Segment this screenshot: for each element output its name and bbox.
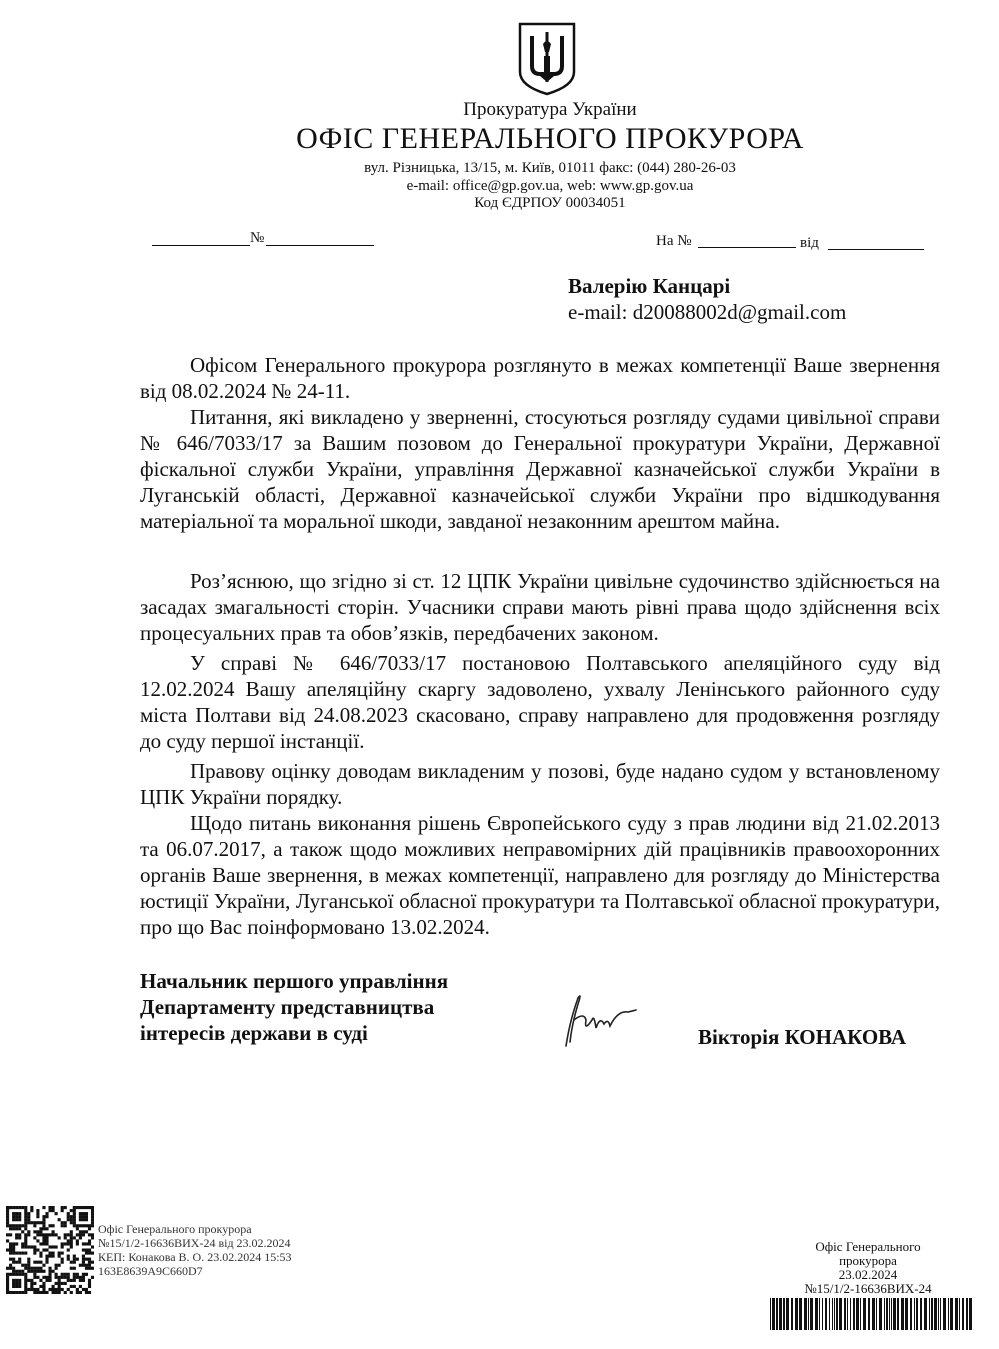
org-parent: Прокуратура України	[463, 99, 637, 120]
stamp-line: 163E8639A9C660D7	[98, 1264, 203, 1278]
recipient-email: e-mail: d20088002d@gmail.com	[568, 300, 847, 324]
outgoing-number-blank	[266, 245, 374, 246]
paragraph: Офісом Генерального прокурора розглянуто в межах компетенції Ваше звернення від 08.02.2024 № 24-11.	[140, 353, 940, 403]
electronic-signature-stamp	[98, 1222, 292, 1278]
stamp-line: КЕП: Конакова В. О. 23.02.2024 15:53	[98, 1250, 292, 1264]
registration-date: 23.02.2024	[838, 1267, 898, 1282]
paragraph: Питання, які викладено у зверненні, стосуються розгляду судами цивільної справи № 646/7033/17 за Вашим позовом до Генеральної прокуратури України, Державної фіскальної служби України, управління Державної казначейської служби України в Луганській області, Державної казначейської служби України про відшкодування матеріальної та моральної шкоди, завданої незаконним арештом майна.	[140, 405, 940, 533]
registration-org: прокурора	[839, 1253, 897, 1268]
qr-code-icon	[6, 1206, 94, 1294]
org-contacts: e-mail: office@gp.gov.ua, web: www.gp.gov.ua	[406, 178, 694, 194]
paragraph: Щодо питань виконання рішень Європейського суду з прав людини від 21.02.2013 та 06.07.2017, а також щодо можливих неправомірних дій працівників правоохоронних органів Ваше звернення, в межах компетенції, направлено для розгляду до Міністерства юстиції України, Луганської обласної прокуратури та Полтавської обласної прокуратури, про що Вас поінформовано 13.02.2024.	[140, 811, 940, 939]
barcode-icon	[770, 1298, 975, 1330]
org-code: Код ЄДРПОУ 00034051	[474, 195, 626, 211]
reply-date-blank	[828, 249, 924, 250]
reply-date-label: від	[800, 235, 819, 251]
registration-org: Офіс Генерального	[815, 1239, 921, 1254]
recipient-name: Валерію Канцарі	[568, 274, 731, 298]
paragraph: Роз’яснюю, що згідно зі ст. 12 ЦПК України цивільне судочинство здійснюється на засадах змагальності сторін. Учасники справи мають рівні права щодо здійснення всіх процесуальних прав та обов’язків, передбачених законом.	[140, 569, 940, 645]
org-address: вул. Різницька, 13/15, м. Київ, 01011 факс: (044) 280-26-03	[364, 160, 736, 176]
reply-number-blank	[698, 247, 796, 248]
stamp-line: Офіс Генерального прокурора	[98, 1222, 252, 1236]
outgoing-number-label: №	[250, 230, 265, 246]
reply-number-label: На №	[656, 233, 692, 249]
handwritten-signature	[548, 990, 648, 1050]
coat-of-arms-icon	[516, 22, 578, 96]
stamp-line: №15/1/2-16636ВИХ-24 від 23.02.2024	[98, 1236, 291, 1250]
paragraph: Правову оцінку доводам викладеним у позові, буде надано судом у встановленому ЦПК України порядку.	[140, 759, 940, 809]
paragraph: У справі № 646/7033/17 постановою Полтавського апеляційного суду від 12.02.2024 Вашу апеляційну скаргу задоволено, ухвалу Ленінського районного суду міста Полтави від 24.08.2023 скасовано, справу направлено для продовження розгляду до суду першої інстанції.	[140, 651, 940, 753]
signatory-position	[140, 968, 448, 1046]
signatory-position-line: Начальник першого управління	[140, 969, 449, 993]
signatory-position-line: інтересів держави в суді	[140, 1021, 368, 1045]
outgoing-date-blank	[152, 245, 250, 246]
registration-number: №15/1/2-16636ВИХ-24	[804, 1281, 932, 1296]
registration-stamp	[768, 1240, 968, 1296]
signatory-position-line: Департаменту представництва	[140, 995, 435, 1019]
signatory-name: Вікторія КОНАКОВА	[698, 1025, 907, 1049]
org-title: ОФІС ГЕНЕРАЛЬНОГО ПРОКУРОРА	[296, 122, 804, 155]
